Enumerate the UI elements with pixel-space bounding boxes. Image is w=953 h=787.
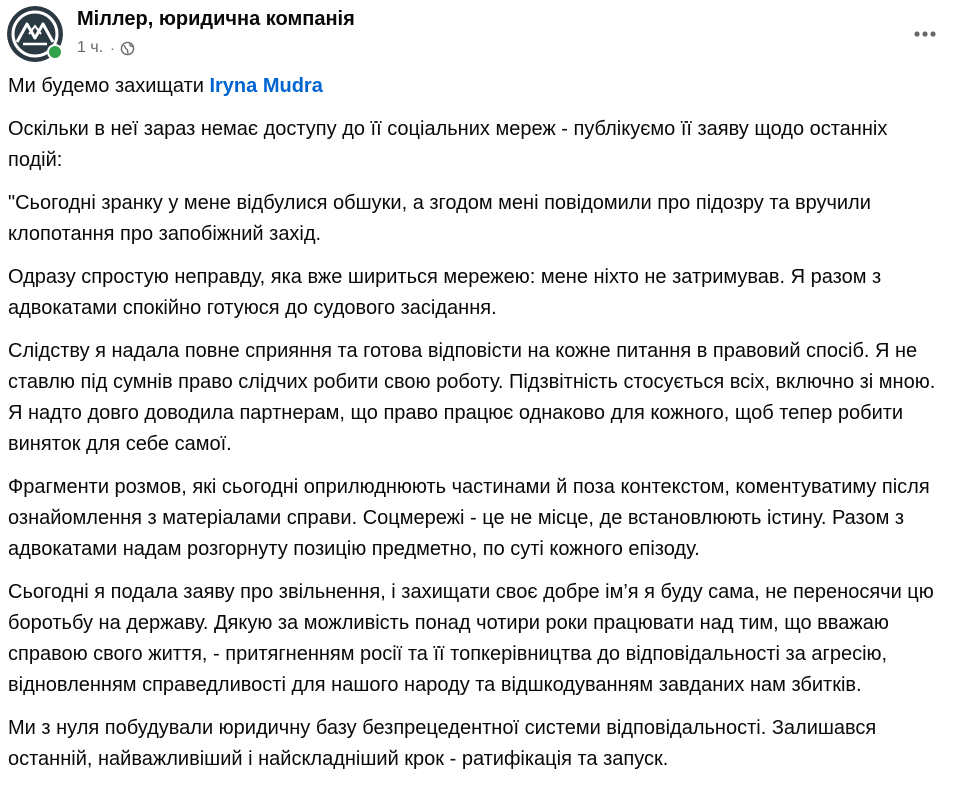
paragraph-5: Фрагменти розмов, які сьогодні оприлюднюють частинами й поза контекстом, коментуватиму після ознайомлення з матеріалами справи. Соцмережі - це не місце, де встановлюють істину. Разом з адвокатами надам розгорнуту позицію предметно, по суті кожного епізоду.: [8, 476, 930, 560]
mention-link[interactable]: Iryna Mudra: [209, 75, 323, 97]
online-status-dot: [47, 44, 63, 60]
paragraph-1: Оскільки в неї зараз немає доступу до її соціальних мереж - публікуємо її заяву щодо останніх подій:: [8, 118, 888, 171]
post-time[interactable]: 1 ч.: [77, 39, 104, 56]
meta-separator: ·: [110, 40, 115, 56]
author-name[interactable]: Міллер, юридична компанія: [77, 8, 355, 30]
paragraph-6: Сьогодні я подала заяву про звільнення, і захищати своє добре ім’я я буду сама, не переносячи цю боротьбу на державу. Дякую за можливість понад чотири роки працювати над тим, що вважаю справою свого життя, - притягненням росії та її топкерівництва до відповідальності за агресію, відновленням справедливості для нашого народу та відшкодуванням завданих нам збитків.: [8, 581, 934, 696]
more-options-button[interactable]: [907, 16, 943, 52]
post-header: [0, 0, 953, 68]
post-text: [8, 71, 943, 787]
paragraph-2: "Сьогодні зранку у мене відбулися обшуки, а згодом мені повідомили про підозру та вручили клопотання про запобіжний захід.: [8, 192, 871, 245]
globe-icon[interactable]: [120, 41, 135, 56]
more-options-icon: [913, 30, 937, 38]
author-avatar[interactable]: [7, 6, 63, 62]
intro-text: Ми будемо захищати: [8, 75, 210, 97]
paragraph-7: Ми з нуля побудували юридичну базу безпрецедентної системи відповідальності. Залишався останній, найважливіший і найскладніший крок - ратифікація та запуск.: [8, 717, 877, 770]
post-meta: [77, 38, 135, 58]
paragraph-3: Одразу спростую неправду, яка вже шириться мережею: мене ніхто не затримував. Я разом з адвокатами спокійно готуюся до судового засідання.: [8, 266, 882, 319]
paragraph-4: Слідству я надала повне сприяння та готова відповісти на кожне питання в правовий спосіб. Я не ставлю під сумнів право слідчих робити свою роботу. Підзвітність стосується всіх, включно зі мною. Я надто довго доводила партнерам, що право працює однаково для кожного, щоб тепер робити виняток для себе самої.: [8, 340, 936, 455]
post-intro: [8, 71, 943, 102]
